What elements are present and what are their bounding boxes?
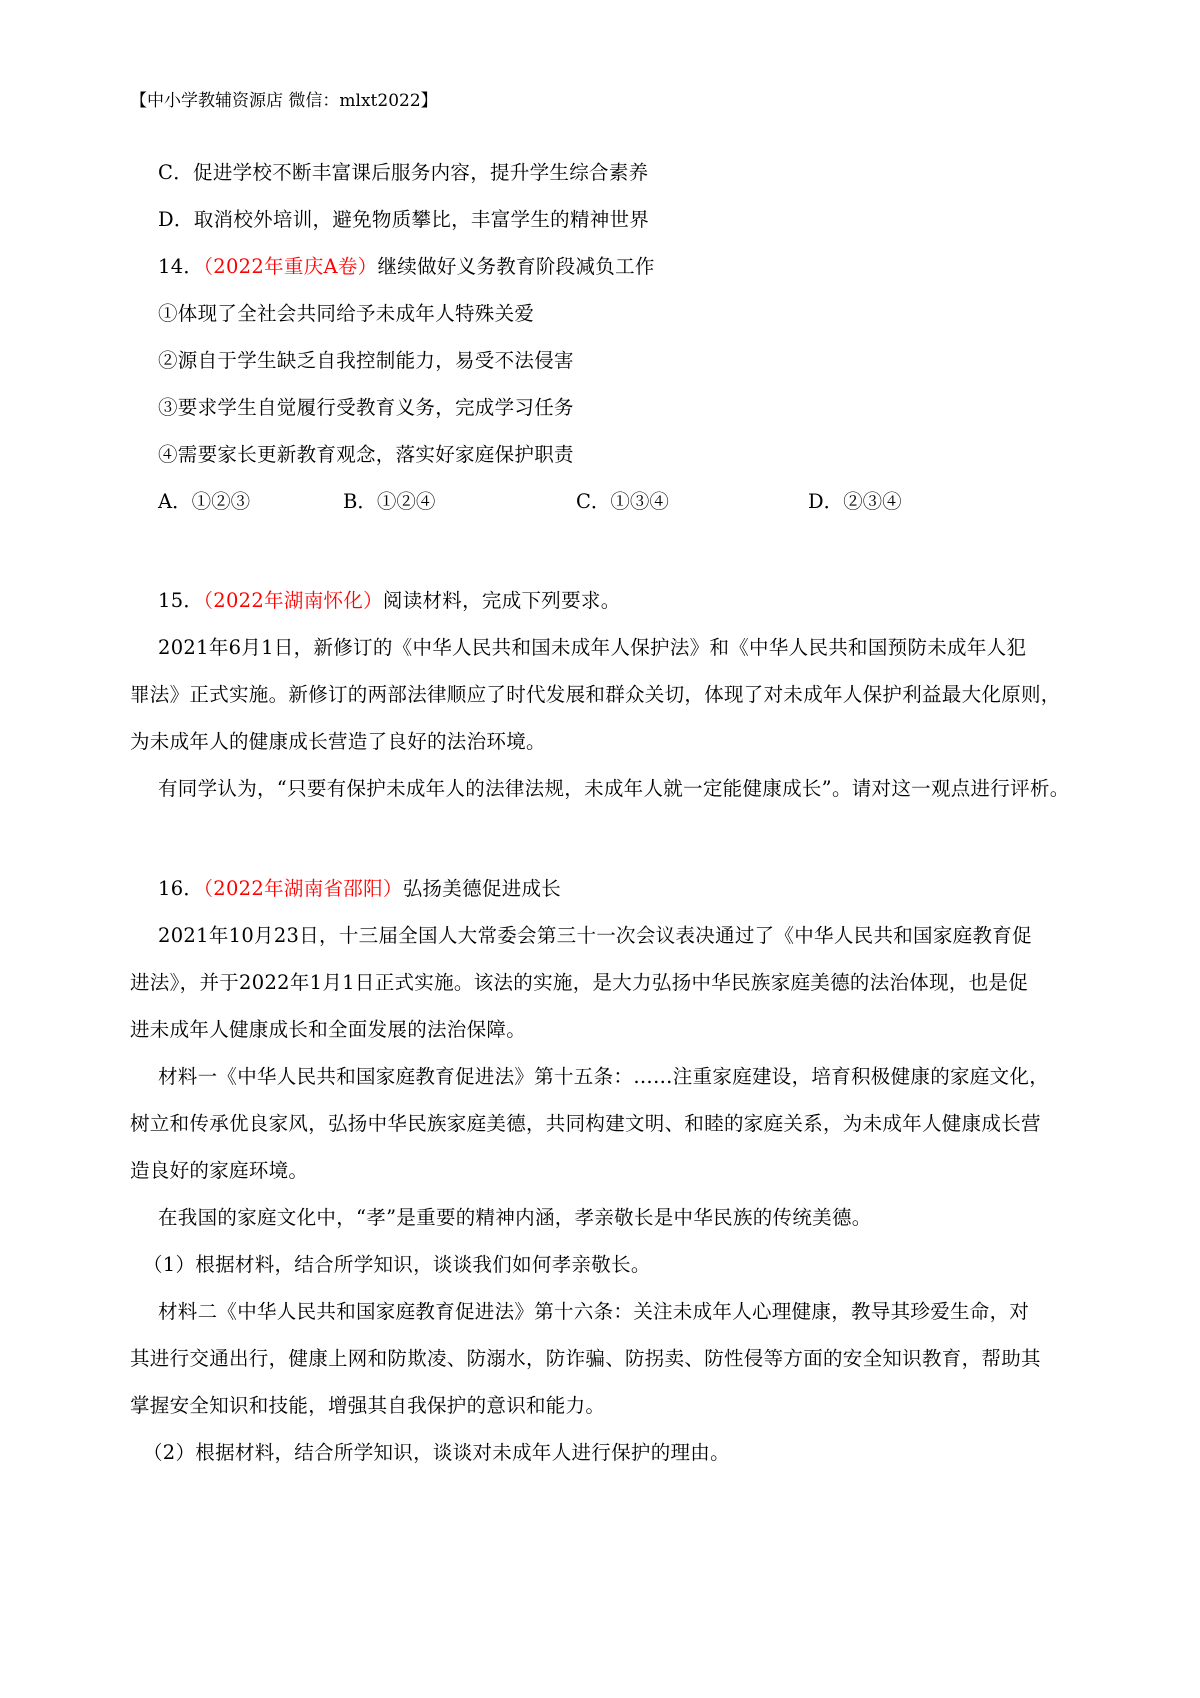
q14-option-b: B．①②④ [343, 490, 436, 513]
q14-source: （2022年重庆A卷） [203, 255, 378, 278]
q16-material2-line-2: 其进行交通出行，健康上网和防欺凌、防溺水，防诈骗、防拐卖、防性侵等方面的安全知识教育，帮助其 [130, 1347, 1041, 1370]
q15-heading [158, 585, 621, 613]
q14-statement-3: ③要求学生自觉履行受教育义务，完成学习任务 [158, 396, 574, 419]
q14-number: 14． [158, 255, 204, 278]
q15-material-line-2: 罪法》正式实施。新修订的两部法律顺应了时代发展和群众关切，体现了对未成年人保护利益最大化原则， [130, 683, 1061, 706]
q15-source: （2022年湖南怀化） [203, 589, 383, 612]
q14-option-c: C．①③④ [576, 490, 669, 513]
q14-statement-1: ①体现了全社会共同给予未成年人特殊关爱 [158, 302, 535, 325]
q15-material-line-3: 为未成年人的健康成长营造了良好的法治环境。 [130, 730, 546, 753]
q16-intro-line-2: 进法》，并于2022年1月1日正式实施。该法的实施，是大力弘扬中华民族家庭美德的法治体现，也是促 [130, 971, 1029, 994]
q16-material2-line-1: 材料二《中华人民共和国家庭教育促进法》第十六条：关注未成年人心理健康，教导其珍爱生命，对 [158, 1300, 1030, 1323]
q14-statement-4: ④需要家长更新教育观念，落实好家庭保护职责 [158, 443, 574, 466]
page-header: 【中小学教辅资源店 微信：mlxt2022】 [130, 91, 438, 111]
q16-intro-line-3: 进未成年人健康成长和全面发展的法治保障。 [130, 1018, 527, 1041]
q14-option-d: D．②③④ [808, 490, 902, 513]
q16-material1-line-3: 造良好的家庭环境。 [130, 1159, 309, 1182]
q16-material1-line-2: 树立和传承优良家风，弘扬中华民族家庭美德，共同构建文明、和睦的家庭关系，为未成年人健康成长营 [130, 1112, 1041, 1135]
q16-subquestion-1: （1）根据材料，结合所学知识，谈谈我们如何孝亲敬长。 [143, 1253, 651, 1276]
q14-option-a: A．①②③ [158, 490, 251, 513]
q14-heading [158, 251, 655, 279]
q16-material1-line-1: 材料一《中华人民共和国家庭教育促进法》第十五条：……注重家庭建设，培育积极健康的家庭文化， [158, 1065, 1050, 1088]
q13-option-c: C．促进学校不断丰富课后服务内容，提升学生综合素养 [158, 161, 649, 184]
q15-material-line-1: 2021年6月1日，新修订的《中华人民共和国未成年人保护法》和《中华人民共和国预防未成年人犯 [158, 636, 1027, 659]
q16-material2-line-3: 掌握安全知识和技能，增强其自我保护的意识和能力。 [130, 1394, 606, 1417]
q16-subquestion-2: （2）根据材料，结合所学知识，谈谈对未成年人进行保护的理由。 [143, 1441, 730, 1464]
q15-question: 有同学认为，“只要有保护未成年人的法律法规，未成年人就一定能健康成长”。请对这一观点进行评析。 [158, 777, 1070, 800]
q16-intro-line-1: 2021年10月23日，十三届全国人大常委会第三十一次会议表决通过了《中华人民共和国家庭教育促 [158, 924, 1032, 947]
q13-option-d: D．取消校外培训，避免物质攀比，丰富学生的精神世界 [158, 208, 650, 231]
q14-stem: 继续做好义务教育阶段减负工作 [377, 255, 655, 278]
q15-number: 15． [158, 589, 204, 612]
q16-number: 16． [158, 877, 204, 900]
q14-statement-2: ②源自于学生缺乏自我控制能力，易受不法侵害 [158, 349, 574, 372]
q16-note: 在我国的家庭文化中，“孝”是重要的精神内涵，孝亲敬长是中华民族的传统美德。 [158, 1206, 872, 1229]
q16-source: （2022年湖南省邵阳） [203, 877, 403, 900]
q16-heading [158, 873, 561, 901]
q16-stem: 弘扬美德促进成长 [402, 877, 562, 900]
q15-stem: 阅读材料，完成下列要求。 [382, 589, 621, 612]
